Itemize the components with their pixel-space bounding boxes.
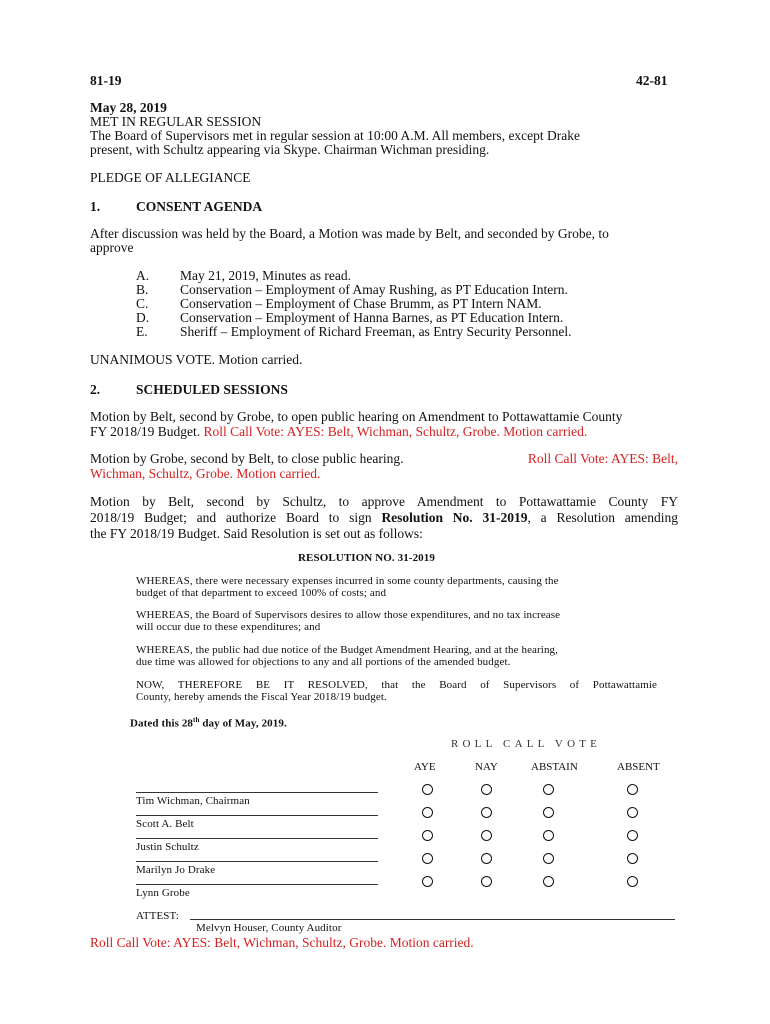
section-title-scheduled: SCHEDULED SESSIONS bbox=[136, 382, 288, 397]
vote-circle-abstain[interactable] bbox=[543, 784, 554, 795]
consent-intro-line-1: After discussion was held by the Board, a Motion was made by Belt, and seconded by Grobe, to bbox=[90, 226, 609, 241]
resolution-title: RESOLUTION NO. 31-2019 bbox=[298, 552, 435, 564]
consent-intro-line-2: approve bbox=[90, 240, 134, 255]
vote-circle-abstain[interactable] bbox=[543, 853, 554, 864]
column-header-nay: NAY bbox=[475, 761, 498, 773]
item-text: Conservation – Employment of Amay Rushing, as PT Education Intern. bbox=[180, 282, 568, 297]
motion-2-text: Motion by Grobe, second by Belt, to close public hearing. bbox=[90, 451, 404, 466]
consent-vote-result: UNANIMOUS VOTE. Motion carried. bbox=[90, 352, 303, 367]
dated-superscript: th bbox=[193, 716, 200, 724]
vote-circle-nay[interactable] bbox=[481, 807, 492, 818]
meeting-date: May 28, 2019 bbox=[90, 100, 167, 115]
signature-line bbox=[136, 884, 378, 885]
motion-3-line-2 bbox=[90, 510, 678, 525]
vote-circle-aye[interactable] bbox=[422, 807, 433, 818]
attest-name: Melvyn Houser, County Auditor bbox=[196, 922, 342, 934]
vote-circle-aye[interactable] bbox=[422, 784, 433, 795]
motion-2-line-1 bbox=[90, 451, 678, 466]
motion-3-text-b: , a Resolution amending bbox=[527, 510, 679, 525]
whereas-1-line-2: budget of that department to exceed 100% of costs; and bbox=[136, 587, 387, 599]
signature-line bbox=[136, 838, 378, 839]
vote-circle-nay[interactable] bbox=[481, 876, 492, 887]
motion-3-text-a: 2018/19 Budget; and authorize Board to sign bbox=[90, 510, 372, 525]
intro-line-1: The Board of Supervisors met in regular session at 10:00 A.M. All members, except Drake bbox=[90, 128, 581, 143]
vote-circle-abstain[interactable] bbox=[543, 830, 554, 841]
vote-circle-nay[interactable] bbox=[481, 853, 492, 864]
vote-circle-nay[interactable] bbox=[481, 830, 492, 841]
whereas-3-line-2: due time was allowed for objections to any and all portions of the amended budget. bbox=[136, 656, 511, 668]
item-letter: E. bbox=[136, 324, 148, 339]
member-name: Tim Wichman, Chairman bbox=[136, 795, 250, 807]
whereas-2-line-2: will occur due to these expenditures; and bbox=[136, 621, 321, 633]
vote-circle-absent[interactable] bbox=[627, 853, 638, 864]
pledge-heading: PLEDGE OF ALLEGIANCE bbox=[90, 170, 251, 185]
signature-line bbox=[136, 815, 378, 816]
motion-3-line-3: the FY 2018/19 Budget. Said Resolution is set out as follows: bbox=[90, 526, 423, 541]
section-number-scheduled: 2. bbox=[90, 382, 101, 397]
vote-circle-absent[interactable] bbox=[627, 876, 638, 887]
column-header-absent: ABSENT bbox=[617, 761, 660, 773]
item-letter: B. bbox=[136, 282, 149, 297]
motion-1-roll-call: Roll Call Vote: AYES: Belt, Wichman, Schultz, Grobe. Motion carried. bbox=[203, 424, 588, 439]
vote-circle-abstain[interactable] bbox=[543, 876, 554, 887]
vote-circle-absent[interactable] bbox=[627, 784, 638, 795]
item-text: Sheriff – Employment of Richard Freeman, as Entry Security Personnel. bbox=[180, 324, 572, 339]
dated-line bbox=[130, 714, 287, 731]
member-name: Scott A. Belt bbox=[136, 818, 194, 830]
column-header-abstain: ABSTAIN bbox=[531, 761, 578, 773]
item-text: May 21, 2019, Minutes as read. bbox=[180, 268, 351, 283]
member-name: Lynn Grobe bbox=[136, 887, 190, 899]
resolution-number: Resolution No. 31-2019 bbox=[381, 510, 528, 525]
roll-call-title: ROLL CALL VOTE bbox=[451, 738, 602, 750]
motion-1-line-2 bbox=[90, 424, 587, 439]
whereas-2-line-1: WHEREAS, the Board of Supervisors desires to allow those expenditures, and no tax increase bbox=[136, 609, 561, 621]
item-letter: D. bbox=[136, 310, 150, 325]
motion-2-roll-call: Roll Call Vote: AYES: Belt, bbox=[527, 451, 678, 466]
item-text: Conservation – Employment of Chase Brumm, as PT Intern NAM. bbox=[180, 296, 542, 311]
dated-prefix: Dated this 28 bbox=[130, 717, 194, 730]
vote-circle-abstain[interactable] bbox=[543, 807, 554, 818]
vote-circle-aye[interactable] bbox=[422, 853, 433, 864]
page-number-right: 42-81 bbox=[636, 73, 668, 88]
vote-circle-nay[interactable] bbox=[481, 784, 492, 795]
vote-circle-aye[interactable] bbox=[422, 830, 433, 841]
item-letter: A. bbox=[136, 268, 150, 283]
signature-line bbox=[136, 861, 378, 862]
item-text: Conservation – Employment of Hanna Barnes, as PT Education Intern. bbox=[180, 310, 564, 325]
item-letter: C. bbox=[136, 296, 149, 311]
motion-1-text: FY 2018/19 Budget. bbox=[90, 424, 201, 439]
vote-circle-absent[interactable] bbox=[627, 830, 638, 841]
member-name: Justin Schultz bbox=[136, 841, 199, 853]
motion-2-line-2: Wichman, Schultz, Grobe. Motion carried. bbox=[90, 466, 321, 481]
member-name: Marilyn Jo Drake bbox=[136, 864, 216, 876]
column-header-aye: AYE bbox=[414, 761, 436, 773]
vote-circle-absent[interactable] bbox=[627, 807, 638, 818]
motion-3-line-1: Motion by Belt, second by Schultz, to approve Amendment to Pottawattamie County FY bbox=[90, 494, 678, 509]
resolved-line-1: NOW, THEREFORE BE IT RESOLVED, that the Board of Supervisors of Pottawattamie bbox=[136, 679, 657, 691]
section-title-consent: CONSENT AGENDA bbox=[136, 199, 263, 214]
motion-1-line-1: Motion by Belt, second by Grobe, to open public hearing on Amendment to Pottawattamie County bbox=[90, 409, 623, 424]
section-number-consent: 1. bbox=[90, 199, 101, 214]
attest-signature-line bbox=[190, 919, 675, 920]
final-roll-call-vote: Roll Call Vote: AYES: Belt, Wichman, Schultz, Grobe. Motion carried. bbox=[90, 935, 474, 950]
dated-suffix: day of May, 2019. bbox=[199, 717, 287, 730]
intro-line-2: present, with Schultz appearing via Skype. Chairman Wichman presiding. bbox=[90, 142, 490, 157]
page-number-left: 81-19 bbox=[90, 73, 122, 88]
resolved-line-2: County, hereby amends the Fiscal Year 2018/19 budget. bbox=[136, 691, 387, 703]
whereas-3-line-1: WHEREAS, the public had due notice of the Budget Amendment Hearing, and at the hearing, bbox=[136, 644, 559, 656]
signature-line bbox=[136, 792, 378, 793]
whereas-1-line-1: WHEREAS, there were necessary expenses incurred in some county departments, causing the bbox=[136, 575, 559, 587]
session-type: MET IN REGULAR SESSION bbox=[90, 114, 262, 129]
vote-circle-aye[interactable] bbox=[422, 876, 433, 887]
attest-label: ATTEST: bbox=[136, 910, 179, 922]
